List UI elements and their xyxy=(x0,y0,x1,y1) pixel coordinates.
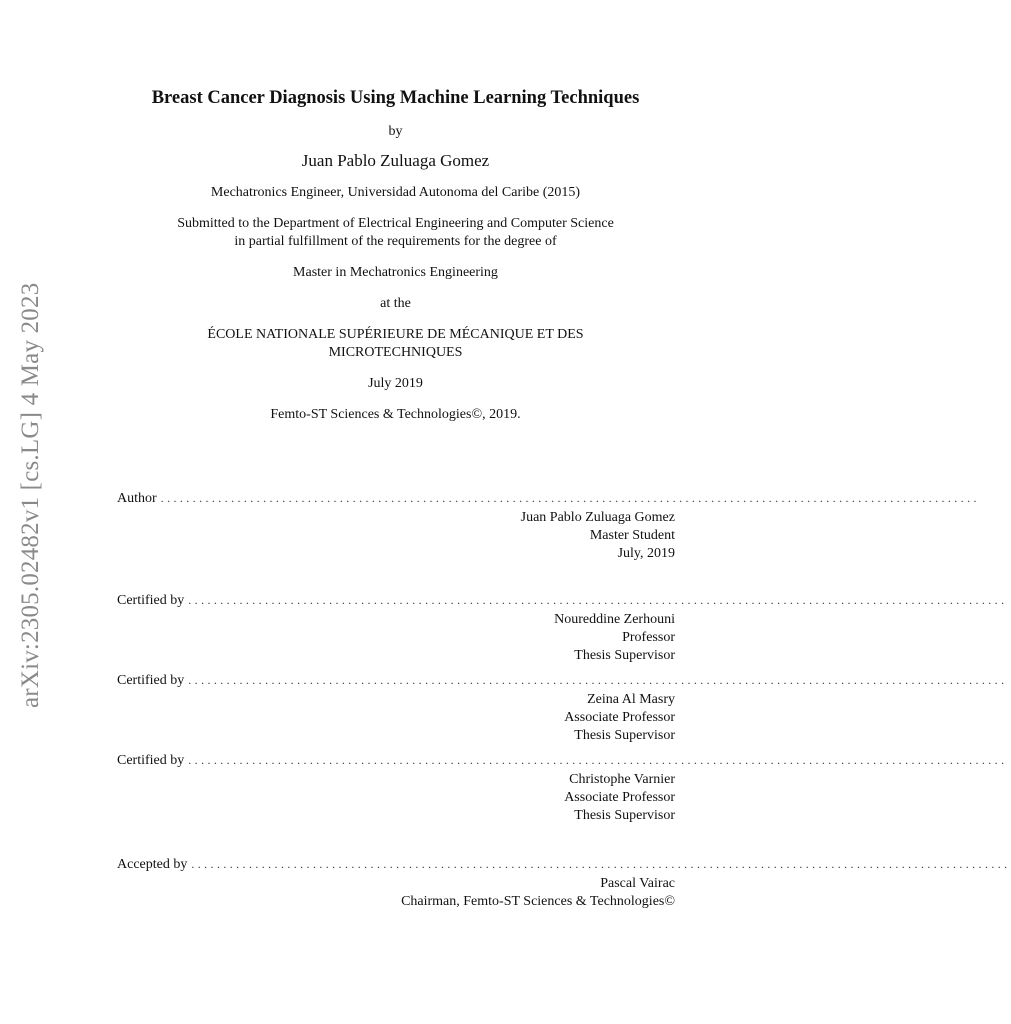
signer-title: Professor xyxy=(622,630,675,645)
signature-role: Certified by xyxy=(117,673,185,688)
thesis-title: Breast Cancer Diagnosis Using Machine Learning Techniques xyxy=(151,88,640,108)
signature-dotted-line: ................................................................................................................................ xyxy=(188,673,1008,687)
signer-role: Thesis Supervisor xyxy=(574,648,675,663)
signature-role: Certified by xyxy=(117,593,185,608)
by-label: by xyxy=(388,124,403,139)
signature-dotted-line: ................................................................................................................................ xyxy=(160,491,980,505)
signer-name: Christophe Varnier xyxy=(569,772,675,787)
signer-title: Master Student xyxy=(589,528,675,543)
signature-dotted-line: ................................................................................................................................ xyxy=(188,593,1008,607)
school-name xyxy=(0,326,791,362)
signer-role: Thesis Supervisor xyxy=(574,728,675,743)
signer-title: Chairman, Femto-ST Sciences & Technologies© xyxy=(401,894,675,909)
signature-role: Certified by xyxy=(117,753,185,768)
signature-role: Author xyxy=(117,491,157,506)
arxiv-identifier: arXiv:2305.02482v1 [cs.LG] 4 May 2023 xyxy=(17,282,44,708)
signature-role: Accepted by xyxy=(117,857,188,872)
signature-block-acceptor xyxy=(117,857,1011,911)
signer-title: Associate Professor xyxy=(564,790,675,805)
signer-role: Thesis Supervisor xyxy=(574,808,675,823)
signature-block-certifier-1 xyxy=(117,593,1008,665)
signer-name: Juan Pablo Zuluaga Gomez xyxy=(520,510,675,525)
signature-dotted-line: ................................................................................................................................ xyxy=(191,857,1011,871)
at-the-label: at the xyxy=(380,296,411,311)
signature-block-certifier-2 xyxy=(117,673,1008,745)
degree-name: Master in Mechatronics Engineering xyxy=(293,265,498,280)
signer-name: Pascal Vairac xyxy=(600,876,675,891)
signer-title: Associate Professor xyxy=(564,710,675,725)
submission-line-2: in partial fulfillment of the requirements for the degree of xyxy=(234,234,557,249)
submission-line-1: Submitted to the Department of Electrical Engineering and Computer Science xyxy=(177,216,614,231)
school-line-1: ÉCOLE NATIONALE SUPÉRIEURE DE MÉCANIQUE ET DES xyxy=(207,327,584,342)
signature-block-author xyxy=(117,491,980,563)
author-affiliation: Mechatronics Engineer, Universidad Autonoma del Caribe (2015) xyxy=(210,185,581,200)
signature-block-certifier-3 xyxy=(117,753,1008,825)
signer-name: Zeina Al Masry xyxy=(587,692,675,707)
signer-date: July, 2019 xyxy=(617,546,675,561)
signature-dotted-line: ................................................................................................................................ xyxy=(188,753,1008,767)
signer-name: Noureddine Zerhouni xyxy=(554,612,675,627)
submission-date: July 2019 xyxy=(368,376,423,391)
school-line-2: MICROTECHNIQUES xyxy=(328,345,463,360)
submission-statement xyxy=(0,215,791,251)
copyright-notice: Femto-ST Sciences & Technologies©, 2019. xyxy=(270,407,521,422)
author-name: Juan Pablo Zuluaga Gomez xyxy=(301,151,490,170)
